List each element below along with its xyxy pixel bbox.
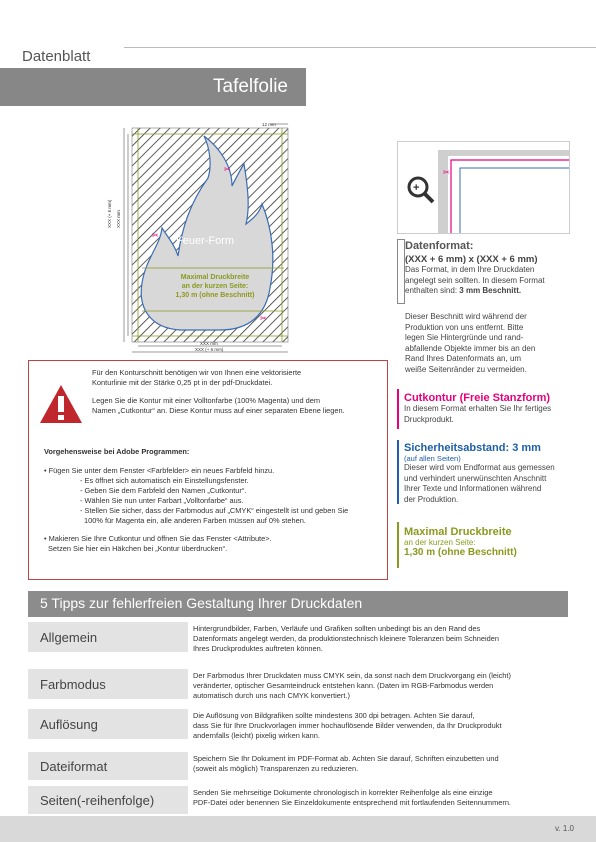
svg-text:✂: ✂ <box>260 314 267 323</box>
warning-intro: Für den Konturschnitt benötigen wir von Ihnen eine vektorisierte Konturlinie mit der Stärke 0,25 pt in der pdf-Druckdatei. Legen Sie die Kontur mit einer Volltonfarbe (100% Magenta) und dem Namen „Cutkontur“ an. Diese Kontur muss auf einer separaten Ebene liegen. <box>92 368 345 415</box>
dim-left-b: XXX mm <box>116 210 121 228</box>
tip-text: Senden Sie mehrseitige Dokumente chronologisch in korrekter Reihenfolge als eine einzige PDF-Datei oder benennen Sie Einzeldokumente entsprechend mit fortlaufenden Seitennummern. <box>193 788 511 807</box>
adobe-steps: Vorgehensweise bei Adobe Programmen: • Fügen Sie unter dem Fenster <Farbfelder> ein neues Farbfeld hinzu. - Es öffnet sich automatisch ein Einstellungsfenster. - Geben Sie dem Farbfeld den Namen „Cutkontur“. - Wählen Sie nun unter Farbart „Volltonfarbe“ aus. - Stellen Sie sicher, dass der Farbmodus auf „CMYK“ eingestellt ist und geben Sie 100% für Magenta ein, alle anderen Farben müssen auf 0% stehen. • Makieren Sie Ihre Cutkontur und öffnen Sie das Fenster <Attribute>. Setzen Sie hier ein Häkchen bei „Kontur überdrucken“. <box>44 447 349 553</box>
maxwidth-marker <box>397 522 399 568</box>
footer-bar <box>0 816 596 842</box>
sicherheitsabstand-section: Sicherheitsabstand: 3 mm (auf allen Seiten) Dieser wird vom Endformat aus gemessen und verhindert unerwünschten Anschnitt Ihrer Texte und Informationen während der Produktion. <box>404 442 555 504</box>
max-width-note: Maximal Druckbreite an der kurzen Seite: 1,30 m (ohne Beschnitt) <box>175 274 255 299</box>
tip-text: Die Auflösung von Bildgrafiken sollte mindestens 300 dpi betragen. Achten Sie darauf, dass Sie für Ihre Druckvorlagen immer hochauflösende Bilder verwenden, da Ihr Druckprodukt andernfalls (leicht) pixelig wirken kann. <box>193 711 502 740</box>
hatch-marker <box>397 239 405 304</box>
max-width-section: Maximal Druckbreite an der kurzen Seite: 1,30 m (ohne Beschnitt) <box>404 526 517 558</box>
cutkontur-section: Cutkontur (Freie Stanzform) In diesem Format erhalten Sie Ihr fertiges Druckprodukt. <box>404 392 552 424</box>
tip-row <box>28 786 568 814</box>
zoom-detail-box <box>397 141 570 234</box>
dim-left-a: XXX (+ 6 mm) <box>107 199 112 228</box>
tip-label: Farbmodus <box>28 669 188 699</box>
svg-text:✂: ✂ <box>152 231 159 240</box>
beschnitt-note: Dieser Beschnitt wird während der Produktion von uns entfernt. Bitte legen Sie Hintergründe und rand- abfallende Objekte immer bis an den Rand Ihres Datenformats an, um weiße Seitenränder zu vermeiden. <box>405 312 536 374</box>
tip-text: Speichern Sie Ihr Dokument im PDF-Format ab. Achten Sie darauf, Schriften einzubetten und (soweit als möglich) Transparenzen zu reduzieren. <box>193 754 499 773</box>
shape-label: Feuer-Form <box>176 235 235 247</box>
version-label: v. 1.0 <box>555 824 574 833</box>
tip-row <box>28 709 568 739</box>
document-type-label: Datenblatt <box>22 48 91 65</box>
svg-text:✂: ✂ <box>443 168 450 177</box>
tip-label: Dateiformat <box>28 752 188 780</box>
tip-row <box>28 752 568 780</box>
svg-text:✂: ✂ <box>224 165 231 174</box>
cut-marker <box>397 389 399 429</box>
tip-label: Auflösung <box>28 709 188 739</box>
dim-bottom-b: XXX (+ 6 mm) <box>195 347 224 352</box>
tips-title: 5 Tipps zur fehlerfreien Gestaltung Ihrer Druckdaten <box>40 595 363 611</box>
svg-text:+: + <box>413 182 420 194</box>
datenformat-section: Datenformat: (XXX + 6 mm) x (XXX + 6 mm) Das Format, in dem Ihre Druckdaten angelegt sein sollten. In diesem Format enthalten sind: 3 mm Beschnitt. <box>405 240 545 295</box>
dim-bottom-a: XXX mm <box>200 341 218 346</box>
warning-icon <box>38 383 84 425</box>
tip-label: Seiten(-reihenfolge) <box>28 786 188 814</box>
dim-top: 12 mm <box>262 122 276 127</box>
tip-text: Hintergrundbilder, Farben, Verläufe und Grafiken sollten unbedingt bis an den Rand des Datenformats angelegt werden, da produktionstechnisch kleinere Toleranzen beim Schneiden Ihres Druckproduktes auftreten können. <box>193 624 499 653</box>
tip-label: Allgemein <box>28 622 188 652</box>
tip-row <box>28 622 568 652</box>
tip-row <box>28 669 568 699</box>
safety-marker <box>397 440 399 504</box>
page-title: Tafelfolie <box>213 76 288 97</box>
tip-text: Der Farbmodus Ihrer Druckdaten muss CMYK sein, da sonst nach dem Druckvorgang ein (leicht) veränderter, optischer Gesamteindruck entstehen kann. (Daten im RGB-Farbmodus werden automatisch durch uns nach CMYK konvertiert.) <box>193 671 511 700</box>
